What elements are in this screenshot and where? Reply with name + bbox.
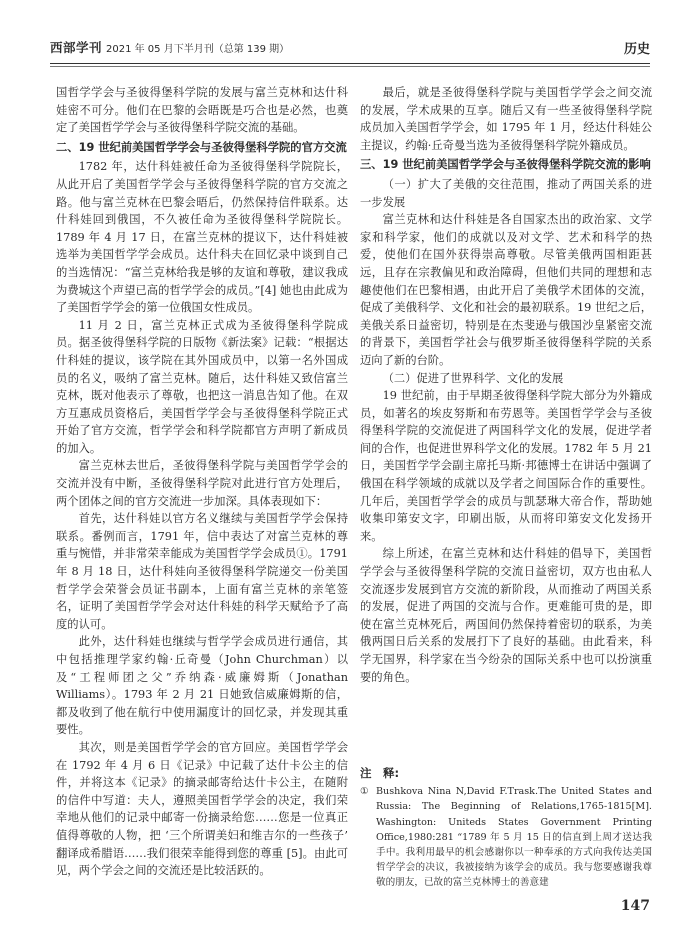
notes-section [360,766,652,891]
page-header [50,36,650,60]
section-heading: 三、19 世纪前美国哲学学会与圣彼得堡科学院交流的影响 [360,158,651,172]
footnote-marker: ① [360,786,369,798]
paragraph: 国哲学学会与圣彼得堡科学院的发展与富兰克林和达什科娃密不可分。他们在巴黎的会晤既是巧合也是必然，也奠定了美国哲学学会与圣彼得堡科学院交流的基础。 [56,86,348,135]
paragraph: 富兰克林和达什科娃是各自国家杰出的政治家、文学家和科学家，他们的成就以及对文学、艺术和科学的热爱，使他们在国外获得崇高尊敬。尽管美俄两国相距甚远，且存在宗教偏见和政治障碍，但他们共同的理想和志趣使他们在巴黎相遇，由此开启了美俄学术团体的交流，促成了美俄科学、文化和社会的最初联系。19 世纪之后，美俄关系日益密切，特别是在杰斐逊与俄国沙皇紧密交流的背景下，美国哲学社会与俄罗斯圣彼得堡科学院的关系迈向了新的台阶。 [360,213,652,367]
paragraph: 19 世纪前，由于早期圣彼得堡科学院大部分为外籍成员，如著名的埃皮努斯和布劳恩等。美国哲学学会与圣彼得堡科学院的交流促进了两国科学文化的发展，促进学者间的合作，也促进世界科学文化的发展。1782 年 5 月 21 日，美国哲学学会副主席托马斯·邦德博士在讲话中强调了俄国在科学领域的成就以及学者之间国际合作的重要性。几年后，美国哲学学会的成员与凯瑟琳大帝合作，帮助她收集印第安文字，印刷出版，从而将印第安文化发扬开来。 [360,389,652,543]
paragraph: 富兰克林去世后，圣彼得堡科学院与美国哲学学会的交流并没有中断，圣彼得堡科学院对此进行官方处理后，两个团体之间的官方交流进一步加深。具体表现如下： [56,459,348,508]
issue-info: 2021 年 05 月下半月刊（总第 139 期） [106,44,290,55]
paragraph: 此外，达什科娃也继续与哲学学会成员进行通信，其中包括推理学家约翰·丘奇曼（John Churchman）以及“工程师团之父”乔纳森·威廉姆斯（Jonathan Williams）。1793 年 2 月 21 日她致信威廉姆斯的信，都及收到了他在航行中使用漏度计的回忆录，并发现其重要性。 [56,635,348,737]
left-column [56,84,348,880]
section-heading: 二、19 世纪前美国哲学学会与圣彼得堡科学院的官方交流 [56,140,347,154]
paragraph: 最后，就是圣彼得堡科学院与美国哲学学会之间交流的发展，学术成果的互享。随后又有一些圣彼得堡科学院成员加入美国哲学学会，如 1795 年 1 月，经达什科娃公主提议，约翰·丘奇曼当选为圣彼得堡科学院外籍成员。 [360,86,652,152]
header-rule [50,63,650,64]
footnote [360,784,652,890]
subsection-heading: （二）促进了世界科学、文化的发展 [382,371,564,385]
footnote-text: Bushkova Nina N,David F.Trask.The United States and Russia: The Beginning of Relations,1765-1815[M]. Washington: Uniteds States Government Printing Office,1980:281 “1789 年 5 月 15 日的信直到上周才送达我手中。我利用最早的机会感谢你以一种奉承的方式向我传达美国哲学学会的决议，我被接纳为该学会的成员。我与您要感谢我尊敬的朋友，已故的富兰克林博士的善意建 [376,786,652,889]
page-number: 147 [620,898,650,914]
subsection-heading: （一）扩大了美俄的交往范围，推动了两国关系的进一步发展 [360,177,652,209]
right-column [360,84,652,686]
journal-name: 西部学刊 [50,40,103,55]
paragraph: 1782 年，达什科娃被任命为圣彼得堡科学院院长，从此开启了美国哲学学会与圣彼得堡科学院的官方交流之路。他与富兰克林在巴黎会晤后，仍然保持信件联系。达什科娃回到俄国，不久被任命为圣彼得堡科学院院长。1789 年 4 月 17 日，在富兰克林的提议下，达什科娃被选举为美国哲学学会成员。达什科夫在回忆录中谈到自己的当选情况：“富兰克林给我是够的友谊和尊敬，建议我成为费城这个声望已高的哲学学会的成员。”[4] 她也由此成为了美国哲学学会的第一位俄国女性成员。 [56,160,348,315]
header-rule-thin [50,66,650,67]
paragraph: 11 月 2 日，富兰克林正式成为圣彼得堡科学院成员。据圣彼得堡科学院的日版物《新法案》记载：“根据达什科娃的提议，该学院在其外国成员中，以第一名外国成员的名义，吸纳了富兰克林。随后，达什科娃又致信富兰克林，既对他表示了尊敬，也把这一消息告知了他。在双方互惠成员资格后，美国哲学学会与圣彼得堡科学院正式开始了官方交流，哲学学会和科学院都官方声明了新成员的加入。 [56,318,348,455]
section-label: 历史 [623,42,650,57]
notes-heading: 注 释: [360,766,400,780]
paragraph: 其次，则是美国哲学学会的官方回应。美国哲学学会在 1792 年 4 月 6 日《记录》中记载了达什卡公主的信件，并将这本《记录》的摘录邮寄给达什卡公主，在随附的信件中写道：夫人，遵照美国哲学学会的决定，我们荣幸地从他们的记录中邮寄一份摘录给您……您是一位真正值得尊敬的人物，把 ‘三个所谓美妇和维吉尔的一些孩子’ 翻译成希腊语……我们很荣幸能得到您的尊重 [5]。由此可见，两个学会之间的交流还是比较活跃的。 [56,740,348,878]
paragraph: 综上所述，在富兰克林和达什科娃的倡导下，美国哲学学会与圣彼得堡科学院的交流日益密切，双方也由私人交流逐步发展到官方交流的新阶段，从而推动了两国关系的发展，促进了两国的交流与合作。更难能可贵的是，即使在富兰克林死后，两国间仍然保持着密切的联系，为美俄两国日后关系的发展打下了良好的基础。由此看来，科学无国界，科学家在当今纷杂的国际关系中也可以扮演重要的角色。 [360,547,652,684]
paragraph: 首先，达什科娃以官方名义继续与美国哲学学会保持联系。番例而言，1791 年，信中表达了对富兰克林的尊重与惋惜，并非常荣幸能成为美国哲学学会成员①。1791 年 8 月 18 日，达什科娃向圣彼得堡科学院递交一份美国哲学学会荣誉会员证书副本，上面有富兰克林的亲笔签名，证明了美国哲学学会对达什科娃的科学天赋给予了高度的认可。 [56,512,348,631]
